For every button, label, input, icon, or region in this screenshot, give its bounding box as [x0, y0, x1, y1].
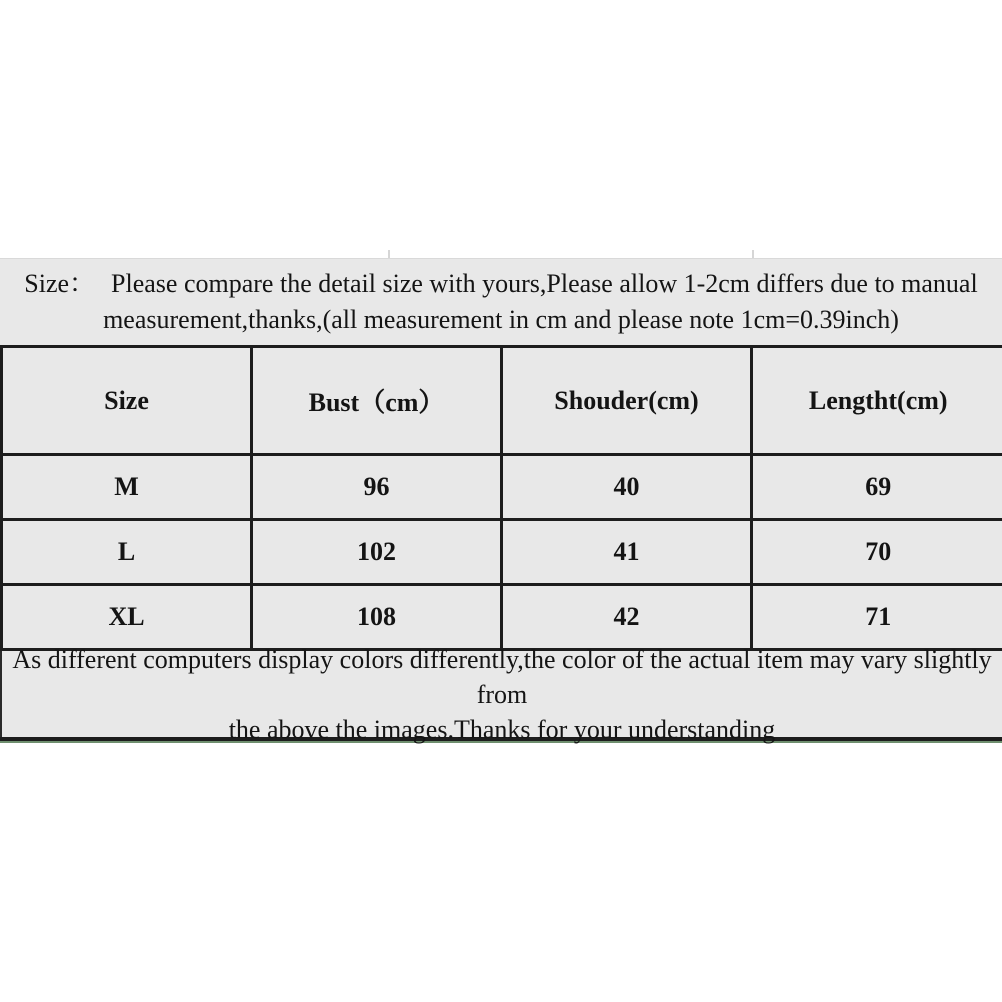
table-row-m [2, 455, 1002, 520]
size-label: Size： [24, 269, 96, 298]
size-chart-panel [0, 258, 1002, 743]
column-header-size: Size [2, 347, 252, 455]
cell-length: 70 [752, 520, 1002, 585]
grid-remnant-tick [752, 250, 754, 258]
measurement-note-text1: Please compare the detail size with yours,Please allow 1-2cm differs due to manual [111, 269, 978, 298]
measurement-note [0, 258, 1002, 345]
column-header-bust: Bust（cm） [252, 347, 502, 455]
cell-bust: 102 [252, 520, 502, 585]
cell-size: L [2, 520, 252, 585]
cell-length: 69 [752, 455, 1002, 520]
color-disclaimer-line2: the above the images.Thanks for your understanding [228, 714, 776, 744]
cell-shoulder: 40 [502, 455, 752, 520]
table-row-xl [2, 585, 1002, 650]
grid-remnant-tick [388, 250, 390, 258]
column-header-length: Lengtht(cm) [752, 347, 1002, 455]
table-row-l [2, 520, 1002, 585]
cell-shoulder: 42 [502, 585, 752, 650]
cell-shoulder: 41 [502, 520, 752, 585]
color-disclaimer-line1: As different computers display colors differently,the color of the actual item may vary slightly from [12, 644, 992, 709]
cell-bust: 96 [252, 455, 502, 520]
size-table [0, 345, 1002, 651]
cell-length: 71 [752, 585, 1002, 650]
measurement-note-line2: measurement,thanks,(all measurement in cm and please note 1cm=0.39inch) [103, 305, 899, 334]
color-disclaimer-note [0, 644, 1002, 744]
measurement-note-line1 [0, 266, 1002, 302]
cell-size: M [2, 455, 252, 520]
cell-bust: 108 [252, 585, 502, 650]
cell-size: XL [2, 585, 252, 650]
table-header-row [2, 347, 1002, 455]
column-header-shoulder: Shouder(cm) [502, 347, 752, 455]
